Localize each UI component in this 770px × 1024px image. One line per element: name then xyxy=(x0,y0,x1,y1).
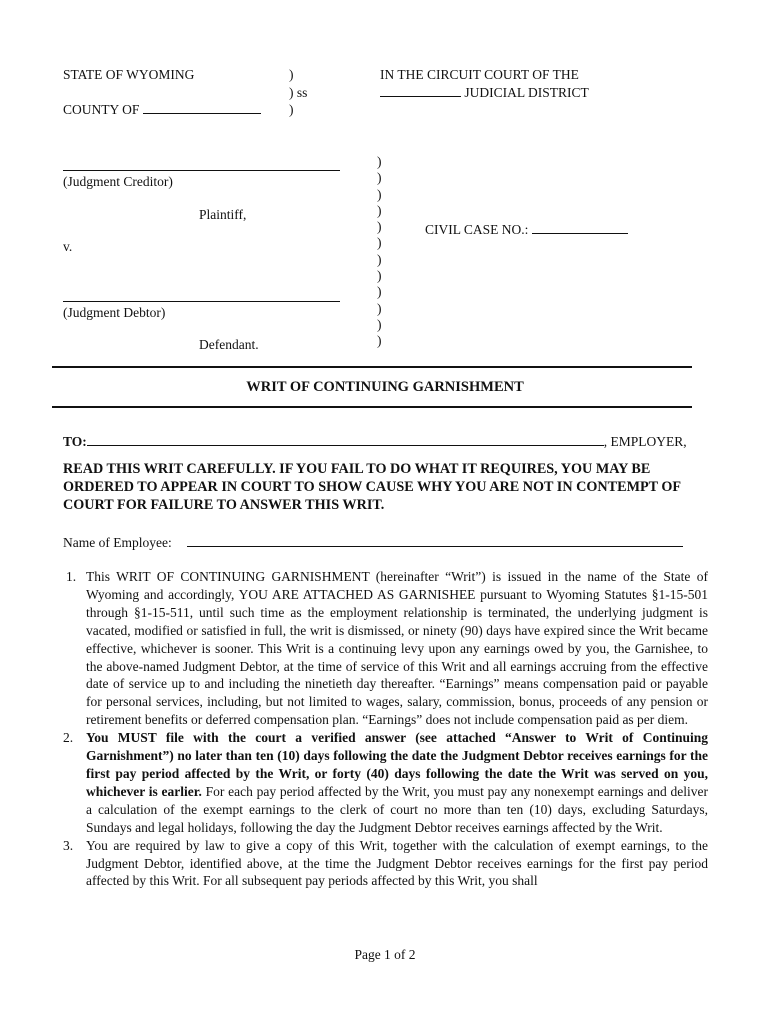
county-label-text: COUNTY OF xyxy=(63,102,140,117)
creditor-name-line xyxy=(63,170,340,171)
item-number: 2. xyxy=(63,730,74,746)
employee-name-line xyxy=(63,534,683,551)
county-label xyxy=(63,101,261,118)
creditor-label: (Judgment Creditor) xyxy=(63,174,173,189)
bracket-line: ) xyxy=(377,219,382,235)
document-title: WRIT OF CONTINUING GARNISHMENT xyxy=(246,379,524,395)
plaintiff-label: Plaintiff, xyxy=(199,207,247,222)
item-text: You are required by law to give a copy of this Writ, together with the calculation of exempt earnings, to the Judgment Debtor, identified above, at the time the Judgment Debtor receives earnings for the first pay period affected by this Writ. For all subsequent pay periods affected by this Writ, you shall xyxy=(86,837,708,889)
bracket-line: ) xyxy=(377,300,382,316)
district-line xyxy=(380,84,589,101)
bracket-line: ) xyxy=(377,333,382,349)
ss-bracket-ss: ) ss xyxy=(289,85,308,100)
bracket-line: ) xyxy=(377,235,382,251)
item-number: 1. xyxy=(66,569,77,584)
ss-bracket-bottom: ) xyxy=(289,102,294,117)
to-line xyxy=(63,433,687,450)
ss-bracket-top: ) xyxy=(289,67,294,82)
item-text: For each pay period affected by the Writ, you must pay any nonexempt earnings and deliver a calculation of the exempt earnings to the clerk of court no more than ten (10) days, excluding Saturdays, Sundays and legal holidays, following the day the Judgment Debtor receives earnings affected by the Writ. xyxy=(86,783,708,835)
county-blank xyxy=(143,101,261,114)
title-rule-top xyxy=(52,366,692,368)
versus-label: v. xyxy=(63,239,73,254)
bracket-line: ) xyxy=(377,186,382,202)
employee-label: Name of Employee: xyxy=(63,535,172,550)
employee-blank xyxy=(187,534,683,547)
case-number-blank xyxy=(532,221,628,234)
district-label: JUDICIAL DISTRICT xyxy=(464,85,589,100)
writ-items xyxy=(63,568,708,890)
bracket-line: ) xyxy=(377,284,382,300)
employer-blank xyxy=(87,433,604,446)
case-number-label: CIVIL CASE NO.: xyxy=(425,222,529,237)
bracket-line: ) xyxy=(377,154,382,169)
bracket-line: ) xyxy=(377,202,382,218)
bracket-line: ) xyxy=(377,268,382,284)
item-number: 3. xyxy=(63,837,74,853)
item-text: This WRIT OF CONTINUING GARNISHMENT (hereinafter “Writ”) is issued in the name of the State of Wyoming and accordingly, YOU ARE ATTACHED AS GARNISHEE pursuant to Wyoming Statutes §1-15-501 through §1-15-511, until such time as the employment relationship is terminated, the underlying judgment is vacated, modified or satisfied in full, the writ is dismissed, or ninety (90) days have expired since the Writ became effective, whichever is sooner. This Writ is a continuing levy upon any earnings owed by you, the Garnishee, to the above-named Judgment Debtor, at the time of service of this Writ and all earnings accruing from the effective date of service up to and including the ninetieth day thereafter. “Earnings” means compensation paid or payable for personal services, including, but not limited to wages, salary, commission, bonus, proceeds of any pension or retirement benefits or deferred compensation plan. “Earnings” does not include compensation paid as per diem. xyxy=(86,569,708,728)
court-name: IN THE CIRCUIT COURT OF THE xyxy=(380,67,579,82)
to-label: TO: xyxy=(63,434,87,449)
caption-bracket xyxy=(377,154,382,350)
item-bold-text: You MUST file with the court a verified answer (see attached “Answer to Writ of Continuing Garnishment”) no later than ten (10) days following the date the Judgment Debtor receives earnings for the first pay period affected by the Writ, or forty (40) days following the date the Writ was served on you, whichever is earlier. xyxy=(86,730,708,799)
list-item xyxy=(63,568,708,729)
employer-suffix: , EMPLOYER, xyxy=(603,434,687,449)
title-rule-bottom xyxy=(52,406,692,408)
bracket-line: ) xyxy=(377,170,382,186)
list-item xyxy=(63,837,708,891)
page-number: Page 1 of 2 xyxy=(354,947,416,962)
state-label: STATE OF WYOMING xyxy=(63,67,195,82)
warning-notice: READ THIS WRIT CAREFULLY. IF YOU FAIL TO DO WHAT IT REQUIRES, YOU MAY BE ORDERED TO APPEAR IN COURT TO SHOW CAUSE WHY YOU ARE NOT IN CONTEMPT OF COURT FOR FAILURE TO ANSWER THIS WRIT. xyxy=(63,461,681,513)
defendant-label: Defendant. xyxy=(199,337,259,352)
debtor-name-line xyxy=(63,301,340,302)
bracket-line: ) xyxy=(377,316,382,332)
district-blank xyxy=(380,84,461,97)
debtor-label: (Judgment Debtor) xyxy=(63,305,166,320)
case-number xyxy=(425,221,628,238)
list-item xyxy=(63,729,708,836)
bracket-line: ) xyxy=(377,251,382,267)
